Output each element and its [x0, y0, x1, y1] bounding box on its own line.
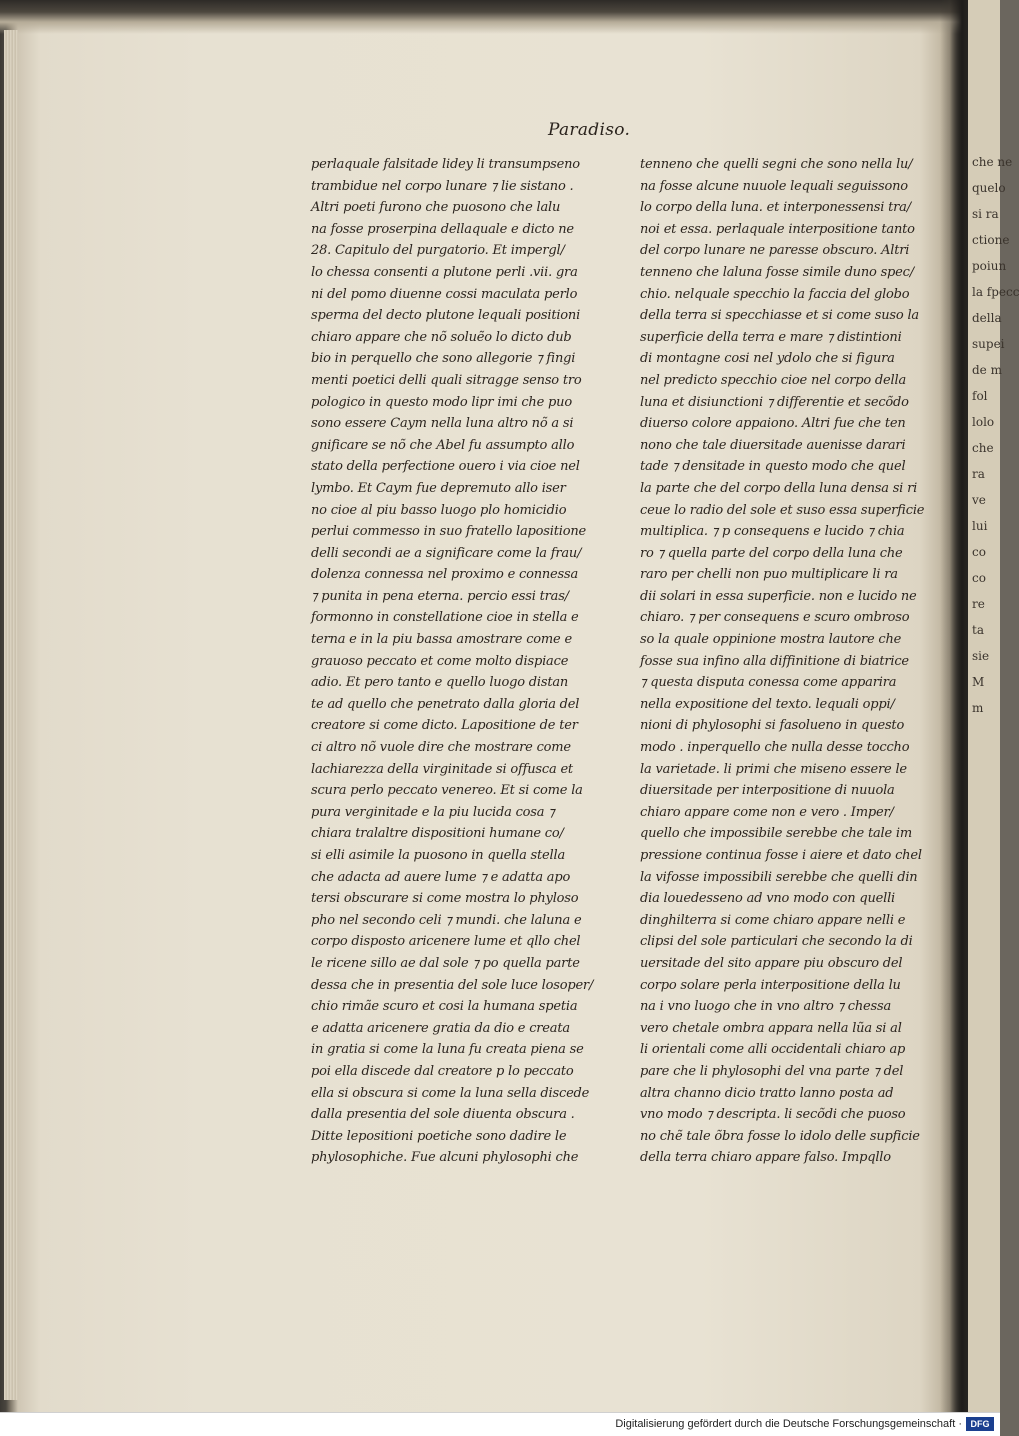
left-column-line: corpo disposto aricenere lume et qllo chel	[311, 934, 581, 950]
facing-page-fragment: lolo	[972, 415, 995, 429]
right-column-line: altra channo dicio tratto lanno posta ad	[640, 1085, 894, 1101]
left-column-line: chio rimãe scuro et cosi la humana spetia	[311, 999, 578, 1015]
right-column-line: vero chetale ombra appara nella lũa si al	[640, 1020, 902, 1036]
left-column-line: menti poetici delli quali sitragge senso tro	[311, 372, 582, 388]
right-column-line: so la quale oppinione mostra lautore che	[640, 632, 902, 648]
left-column-line: dessa che in presentia del sole luce losoper/	[311, 977, 594, 993]
binding-gutter	[940, 0, 970, 1412]
facing-page-fragment: della	[972, 311, 1002, 325]
left-column-line: phylosophiche. Fue alcuni phylosophi che	[311, 1150, 579, 1166]
left-column-line: lachiarezza della virginitade si offusca et	[311, 761, 573, 777]
left-column-line: trambidue nel corpo lunare ⁊ lie sistano .	[311, 178, 574, 194]
left-column-line: perlaquale falsitade lidey li transumpseno	[311, 157, 580, 172]
facing-page-fragment: che ne	[972, 155, 1013, 169]
left-column-line: gnificare se nõ che Abel fu assumpto allo	[311, 437, 575, 453]
facing-page-fragment: de m	[972, 363, 1002, 377]
right-column-line: fosse sua infino alla diffinitione di biatrice	[640, 653, 909, 669]
left-text-column	[311, 154, 594, 1169]
left-column-line: na fosse proserpina dellaquale e dicto ne	[311, 221, 574, 237]
left-column-line: ⁊ punita in pena eterna. percio essi tras/	[311, 588, 569, 604]
left-column-line: lymbo. Et Caym fue depremuto allo iser	[311, 480, 566, 496]
right-column-line: na fosse alcune nuuole lequali seguissono	[640, 178, 908, 194]
facing-page-fragment: ra	[972, 467, 985, 481]
left-column-line: 28. Capitulo del purgatorio. Et impergl/	[311, 243, 565, 259]
left-column-line: chiara tralaltre dispositioni humane co/	[311, 826, 564, 842]
right-column-line: della terra si specchiasse et si come suso la	[640, 308, 919, 324]
facing-page-fragment: ctione	[972, 233, 1010, 247]
right-column-line: della terra chiaro appare falso. Impqllo	[640, 1150, 891, 1166]
dfg-logo: DFG	[966, 1417, 994, 1431]
facing-page-fragment: co	[972, 545, 986, 559]
right-column-line: clipsi del sole particulari che secondo la di	[640, 934, 913, 950]
right-column-line: dii solari in essa superficie. non e lucido ne	[640, 588, 917, 604]
left-column-line: pho nel secondo celi ⁊ mundi. che laluna e	[311, 912, 582, 928]
left-column-line: dalla presentia del sole diuenta obscura .	[311, 1107, 575, 1123]
book-top-edge	[0, 0, 1000, 34]
right-column-line: dinghilterra si come chiaro appare nelli e	[640, 912, 906, 928]
facing-page-fragment: co	[972, 571, 986, 585]
right-column-line: chiaro. ⁊ per consequens e scuro ombroso	[640, 610, 910, 626]
left-column-line: in gratia si come la luna fu creata piena se	[311, 1042, 584, 1058]
left-column-line: terna e in la piu bassa amostrare come e	[311, 632, 572, 648]
right-column-line: la vifosse impossibili serebbe che quelli din	[640, 869, 918, 885]
right-column-line: la varietade. li primi che miseno essere le	[640, 761, 907, 777]
right-column-line: na i vno luogo che in vno altro ⁊ chessa	[640, 999, 892, 1015]
right-column-line: chio. nelquale specchio la faccia del globo	[640, 286, 910, 302]
right-column-line: uersitade del sito appare piu obscuro del	[640, 955, 903, 971]
right-column-line: corpo solare perla interpositione della lu	[640, 977, 901, 993]
right-column-line: ⁊ questa disputa conessa come apparira	[640, 675, 897, 691]
left-column-line: scura perlo peccato venereo. Et si come la	[311, 783, 583, 799]
left-column-line: grauoso peccato et come molto dispiace	[311, 653, 569, 669]
right-column-line: pare che li phylosophi del vna parte ⁊ del	[640, 1063, 904, 1079]
left-column-line: che adacta ad auere lume ⁊ e adatta apo	[311, 869, 571, 885]
right-column-line: diuerso colore appaiono. Altri fue che ten	[640, 416, 906, 432]
left-column-line: creatore si come dicto. Lapositione de ter	[311, 718, 578, 734]
facing-page-fragment: supei	[972, 337, 1005, 351]
right-column-line: tenneno che laluna fosse simile duno spec/	[640, 264, 914, 280]
footer-bar	[0, 1412, 1000, 1436]
facing-page-fragment: poiun	[972, 259, 1007, 273]
left-column-line: formonno in constellatione cioe in stella e	[311, 610, 579, 626]
left-column-line: pura verginitade e la piu lucida cosa ⁊	[311, 804, 555, 820]
left-column-line: dolenza connessa nel proximo e connessa	[311, 567, 579, 583]
right-column-line: multiplica. ⁊ p consequens e lucido ⁊ chia	[640, 524, 905, 540]
right-column-line: del corpo lunare ne paresse obscuro. Altri	[640, 243, 910, 259]
left-column-line: Ditte lepositioni poetiche sono dadire le	[311, 1128, 567, 1144]
right-column-line: ro ⁊ quella parte del corpo della luna che	[640, 545, 903, 561]
facing-page-fragment: che	[972, 441, 994, 455]
left-column-line: bio in perquello che sono allegorie ⁊ fingi	[311, 351, 576, 367]
left-column-line: si elli asimile la puosono in quella stella	[311, 848, 566, 863]
left-column-line: ci altro nõ vuole dire che mostrare come	[311, 740, 571, 756]
left-column-line: Altri poeti furono che puosono che lalu	[311, 200, 561, 216]
right-column-line: lo corpo della luna. et interponessensi tra/	[640, 200, 911, 216]
facing-page-fragment: fol	[972, 389, 988, 403]
facing-page-fragment: sie	[972, 649, 990, 663]
right-column-line: vno modo ⁊ descripta. li secõdi che puoso	[640, 1107, 906, 1123]
right-column-line: no chẽ tale õbra fosse lo idolo delle supficie	[640, 1128, 920, 1144]
left-column-line: pologico in questo modo lipr imi che puo	[311, 394, 572, 410]
left-column-line: ella si obscura si come la luna sella discede	[311, 1085, 590, 1101]
funding-credit: Digitalisierung gefördert durch die Deutsche Forschungsgemeinschaft ·	[615, 1418, 962, 1430]
left-column-line: sperma del decto plutone lequali positioni	[311, 308, 581, 324]
left-column-line: chiaro appare che nõ soluẽo lo dicto dub	[311, 329, 572, 345]
left-column-line: te ad quello che penetrato dalla gloria del	[311, 696, 580, 712]
left-column-line: adio. Et pero tanto e quello luogo distan	[311, 675, 569, 691]
left-column-line: le ricene sillo ae dal sole ⁊ po quella parte	[311, 955, 580, 971]
right-column-line: superficie della terra e mare ⁊ distintioni	[640, 329, 902, 345]
right-column-line: dia louedesseno ad vno modo con quelli	[640, 891, 895, 907]
right-column-line: la parte che del corpo della luna densa si ri	[640, 480, 918, 496]
left-column-line: stato della perfectione ouero i via cioe nel	[311, 459, 580, 475]
left-column-line: ni del pomo diuenne cossi maculata perlo	[311, 286, 578, 302]
left-column-line: e adatta aricenere gratia da dio e creata	[311, 1020, 570, 1036]
right-column-line: modo . inperquello che nulla desse toccho	[640, 740, 910, 756]
left-column-line: delli secondi ae a significare come la frau/	[311, 545, 582, 561]
right-column-line: nono che tale diuersitade auenisse darari	[640, 437, 906, 453]
left-column-line: poi ella discede dal creatore p lo peccato	[311, 1063, 574, 1079]
right-column-line: li orientali come alli occidentali chiaro ap	[640, 1042, 906, 1058]
facing-page-fragment: quelo	[972, 181, 1006, 195]
right-column-line: tade ⁊ densitade in questo modo che quel	[640, 459, 906, 475]
facing-page-fragment: re	[972, 597, 985, 611]
right-column-line: quello che impossibile serebbe che tale im	[640, 826, 913, 842]
page-stack-edge	[4, 30, 18, 1400]
facing-page-fragment: ta	[972, 623, 984, 637]
left-column-line: perlui commesso in suo fratello lapositione	[311, 524, 587, 540]
right-column-line: di montagne cosi nel ydolo che si figura	[640, 351, 895, 367]
facing-page-fragment: lui	[972, 519, 988, 533]
right-column-line: pressione continua fosse i aiere et dato chel	[640, 848, 922, 863]
facing-page-fragment: la fpecc	[972, 285, 1019, 299]
left-column-line: tersi obscurare si come mostra lo phyloso	[311, 891, 579, 907]
right-text-column	[640, 154, 925, 1169]
left-column-line: sono essere Caym nella luna altro nõ a si	[311, 416, 574, 432]
left-column-line: lo chessa consenti a plutone perli .vii. gra	[311, 264, 578, 280]
right-column-line: diuersitade per interpositione di nuuola	[640, 783, 895, 799]
right-column-line: noi et essa. perlaquale interpositione tanto	[640, 221, 915, 237]
right-column-line: ceue lo radio del sole et suso essa superficie	[640, 502, 925, 518]
facing-page-fragment: si ra	[972, 207, 999, 221]
right-column-line: raro per chelli non puo multiplicare li ra	[640, 567, 898, 583]
left-column-line: no cioe al piu basso luogo plo homicidio	[311, 502, 567, 518]
facing-page-fragment: m	[972, 701, 984, 715]
right-column-line: nella expositione del texto. lequali oppi/	[640, 696, 895, 712]
facing-page-fragment: M	[972, 675, 985, 689]
right-column-line: nioni di phylosophi si fasolueno in questo	[640, 718, 905, 734]
running-header: Paradiso.	[548, 120, 631, 140]
right-column-line: luna et disiunctioni ⁊ differentie et secõdo	[640, 394, 909, 410]
right-column-line: nel predicto specchio cioe nel corpo della	[640, 372, 906, 388]
facing-page-fragment: ve	[972, 493, 986, 507]
right-column-line: chiaro appare come non e vero . Imper/	[640, 804, 894, 820]
right-column-line: tenneno che quelli segni che sono nella lu/	[640, 157, 913, 172]
